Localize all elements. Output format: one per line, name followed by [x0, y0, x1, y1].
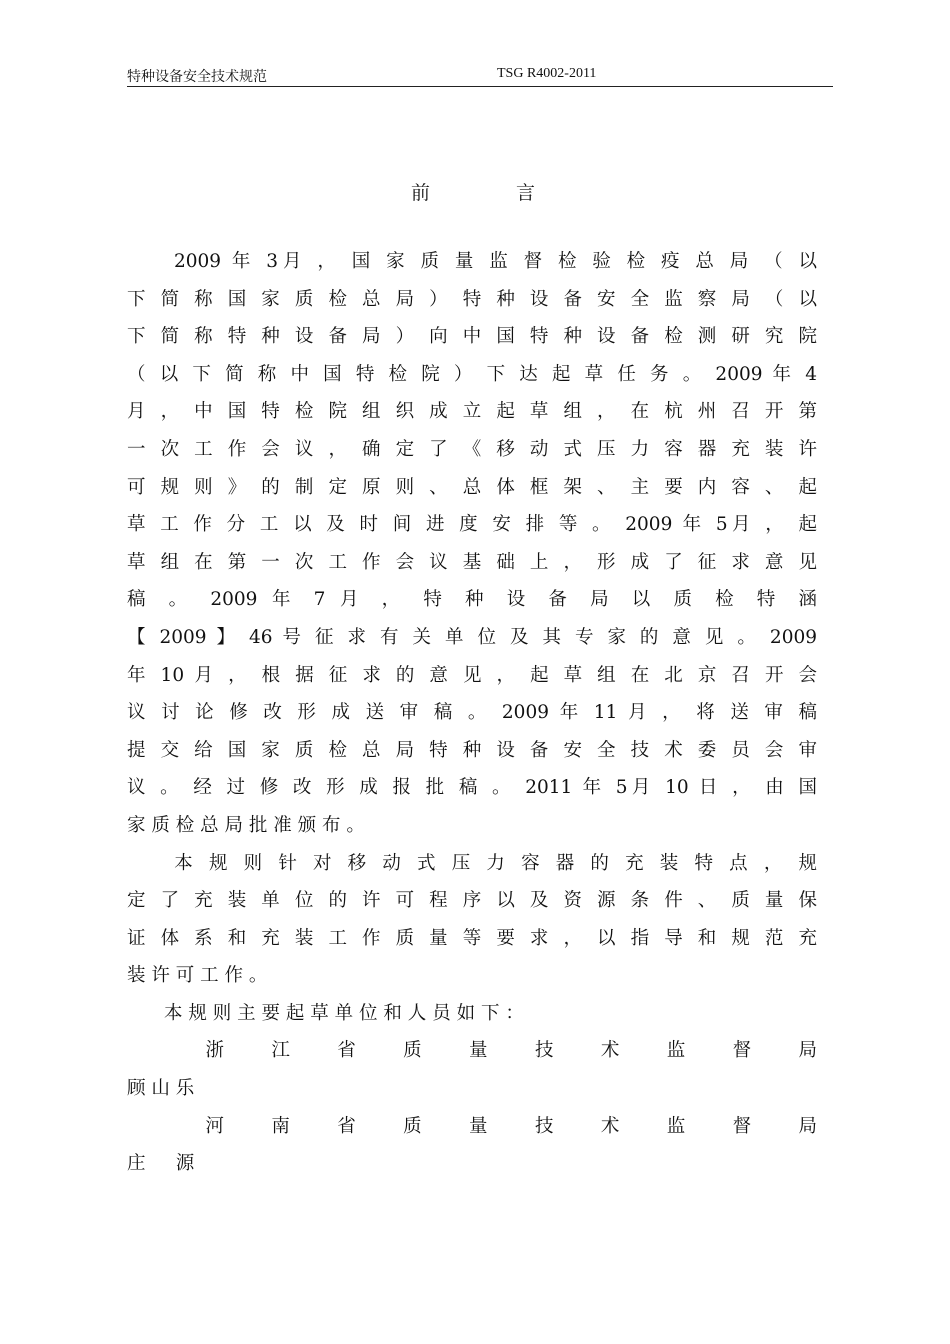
text-line: 提 交 给 国 家 质 检 总 局 特 种 设 备 安 全 技 术 委 员 会 审 — [127, 739, 817, 761]
page-title-part2: 言 — [516, 182, 540, 204]
text-line: 月 ， 中 国 特 检 院 组 织 成 立 起 草 组 ， 在 杭 州 召 开 第 — [127, 401, 817, 423]
text-line: 下 简 称 特 种 设 备 局 ） 向 中 国 特 种 设 备 检 测 研 究 院 — [127, 326, 817, 348]
text-line: 证 体 系 和 充 装 工 作 质 量 等 要 求 ， 以 指 导 和 规 范 充 — [127, 927, 817, 949]
text-line: 定 了 充 装 单 位 的 许 可 程 序 以 及 资 源 条 件 、 质 量 保 — [127, 890, 817, 912]
text-line: （ 以 下 简 称 中 国 特 检 院 ） 下 达 起 草 任 务 。 2009 年 4 — [127, 363, 817, 385]
text-line: 家 质 检 总 局 批 准 颁 布 。 — [127, 814, 365, 836]
text-line: 本 规 则 主 要 起 草 单 位 和 人 员 如 下 ： — [127, 1002, 524, 1024]
text-line: 稿 。 2009 年 7 月 ， 特 种 设 备 局 以 质 检 特 涵 — [127, 589, 817, 611]
page-title — [0, 178, 950, 205]
text-line: 议 。 经 过 修 改 形 成 报 批 稿 。 2011 年 5月 10 日 ， 由 国 — [127, 777, 817, 799]
text-line: 下 简 称 国 家 质 检 总 局 ） 特 种 设 备 安 全 监 察 局 （ 以 — [127, 288, 817, 310]
text-line: 可 规 则 》 的 制 定 原 则 、 总 体 框 架 、 主 要 内 容 、 起 — [127, 476, 817, 498]
text-line: 草 工 作 分 工 以 及 时 间 进 度 安 排 等 。 2009 年 5月 ， 起 — [127, 514, 817, 536]
text-line: 议 讨 论 修 改 形 成 送 审 稿 。 2009 年 11 月 ， 将 送 审 稿 — [127, 702, 817, 724]
text-line: 2009 年 3月 ， 国 家 质 量 监 督 检 验 检 疫 总 局 （ 以 — [127, 251, 817, 272]
text-line: 装 许 可 工 作 。 — [127, 965, 268, 987]
text-line: 庄 源 — [127, 1153, 195, 1175]
text-line: 顾 山 乐 — [127, 1078, 195, 1100]
text-line: 一 次 工 作 会 议 ， 确 定 了 《 移 动 式 压 力 容 器 充 装 许 — [127, 438, 817, 460]
text-line: 草 组 在 第 一 次 工 作 会 议 基 础 上 ， 形 成 了 征 求 意 见 — [127, 551, 817, 573]
text-line: 河 南 省 质 量 技 术 监 督 局 — [127, 1115, 817, 1137]
text-line: 【 2009 】 46 号 征 求 有 关 单 位 及 其 专 家 的 意 见 。 2009 — [127, 626, 817, 648]
header-left-title: 特种设备安全技术规范 — [127, 69, 267, 85]
page-title-part1: 前 — [410, 182, 434, 204]
preface-body — [127, 243, 817, 1183]
text-line: 本 规 则 针 对 移 动 式 压 力 容 器 的 充 装 特 点 ， 规 — [127, 852, 817, 874]
text-line: 浙 江 省 质 量 技 术 监 督 局 — [127, 1040, 817, 1062]
text-line: 年 10 月 ， 根 据 征 求 的 意 见 ， 起 草 组 在 北 京 召 开 会 — [127, 664, 817, 686]
header-standard-code: TSG R4002-2011 — [497, 66, 597, 81]
header-divider — [127, 86, 833, 87]
